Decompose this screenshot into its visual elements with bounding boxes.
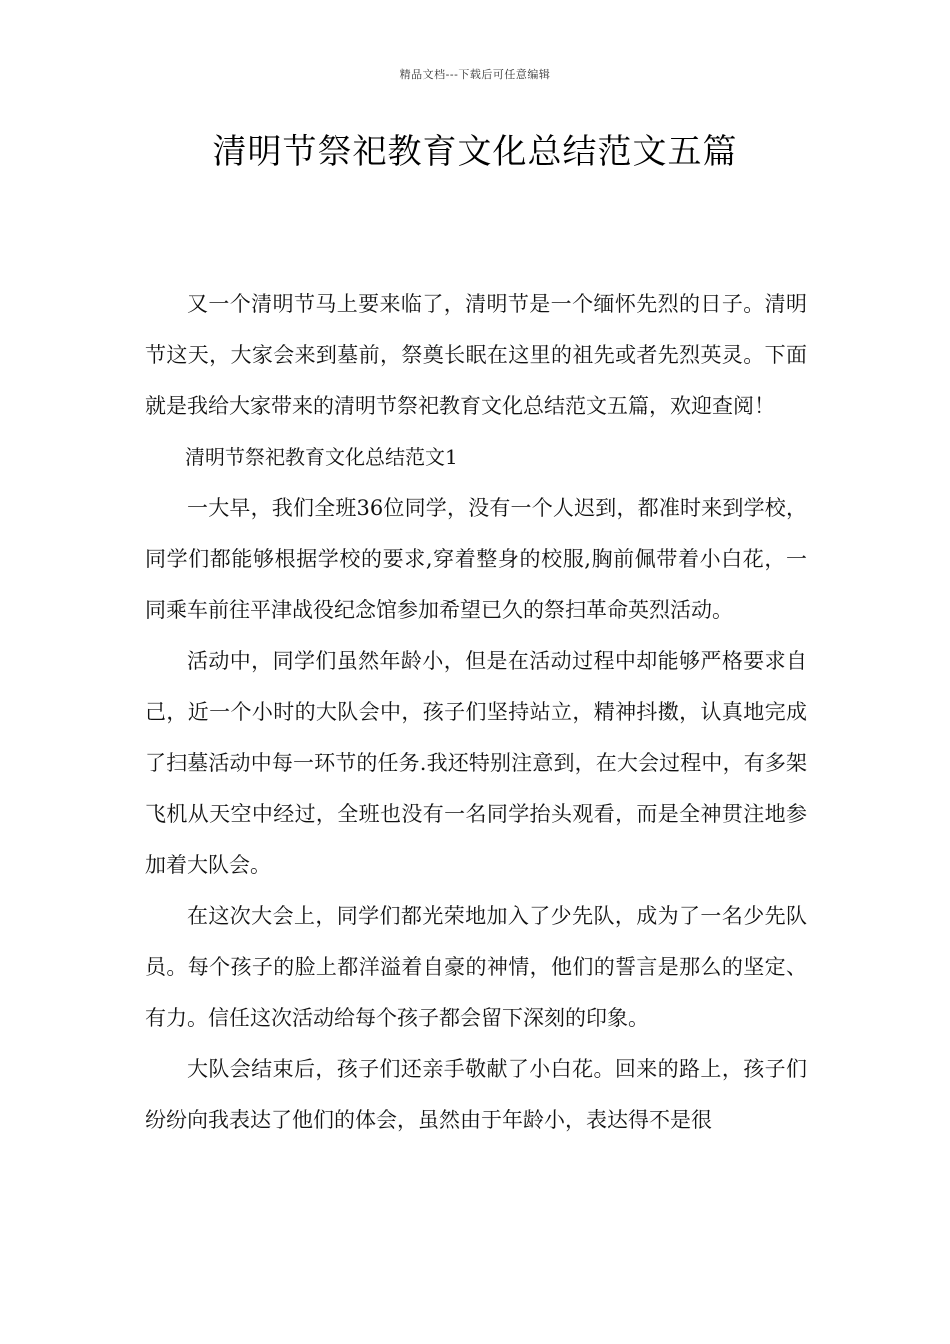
intro-paragraph: 又一个清明节马上要来临了，清明节是一个缅怀先烈的日子。清明节这天，大家会来到墓前，祭奠长眠在这里的祖先或者先烈英灵。下面就是我给大家带来的清明节祭祀教育文化总结范文五篇，欢迎查阅！	[145, 292, 807, 418]
header-note: 精品文档---下载后可任意编辑	[399, 68, 551, 81]
body-paragraph: 大队会结束后，孩子们还亲手敬献了小白花。回来的路上，孩子们纷纷向我表达了他们的体会，虽然由于年龄小，表达得不是很	[145, 1057, 807, 1132]
body-paragraph: 一大早，我们全班36位同学，没有一个人迟到，都准时来到学校，同学们都能够根据学校的要求,穿着整身的校服,胸前佩带着小白花，一同乘车前往平津战役纪念馆参加希望已久的祭扫革命英烈活动。	[145, 496, 807, 622]
page-title: 清明节祭祀教育文化总结范文五篇	[212, 132, 738, 172]
section-heading: 清明节祭祀教育文化总结范文1	[185, 445, 458, 469]
body-paragraph: 活动中，同学们虽然年龄小，但是在活动过程中却能够严格要求自己，近一个小时的大队会中，孩子们坚持站立，精神抖擞，认真地完成了扫墓活动中每一环节的任务.我还特别注意到，在大会过程中，有多架飞机从天空中经过，全班也没有一名同学抬头观看，而是全神贯注地参加着大队会。	[145, 649, 807, 877]
document-body	[145, 279, 807, 1146]
body-paragraph: 在这次大会上，同学们都光荣地加入了少先队，成为了一名少先队员。每个孩子的脸上都洋溢着自豪的神情，他们的誓言是那么的坚定、有力。信任这次活动给每个孩子都会留下深刻的印象。	[145, 904, 807, 1030]
